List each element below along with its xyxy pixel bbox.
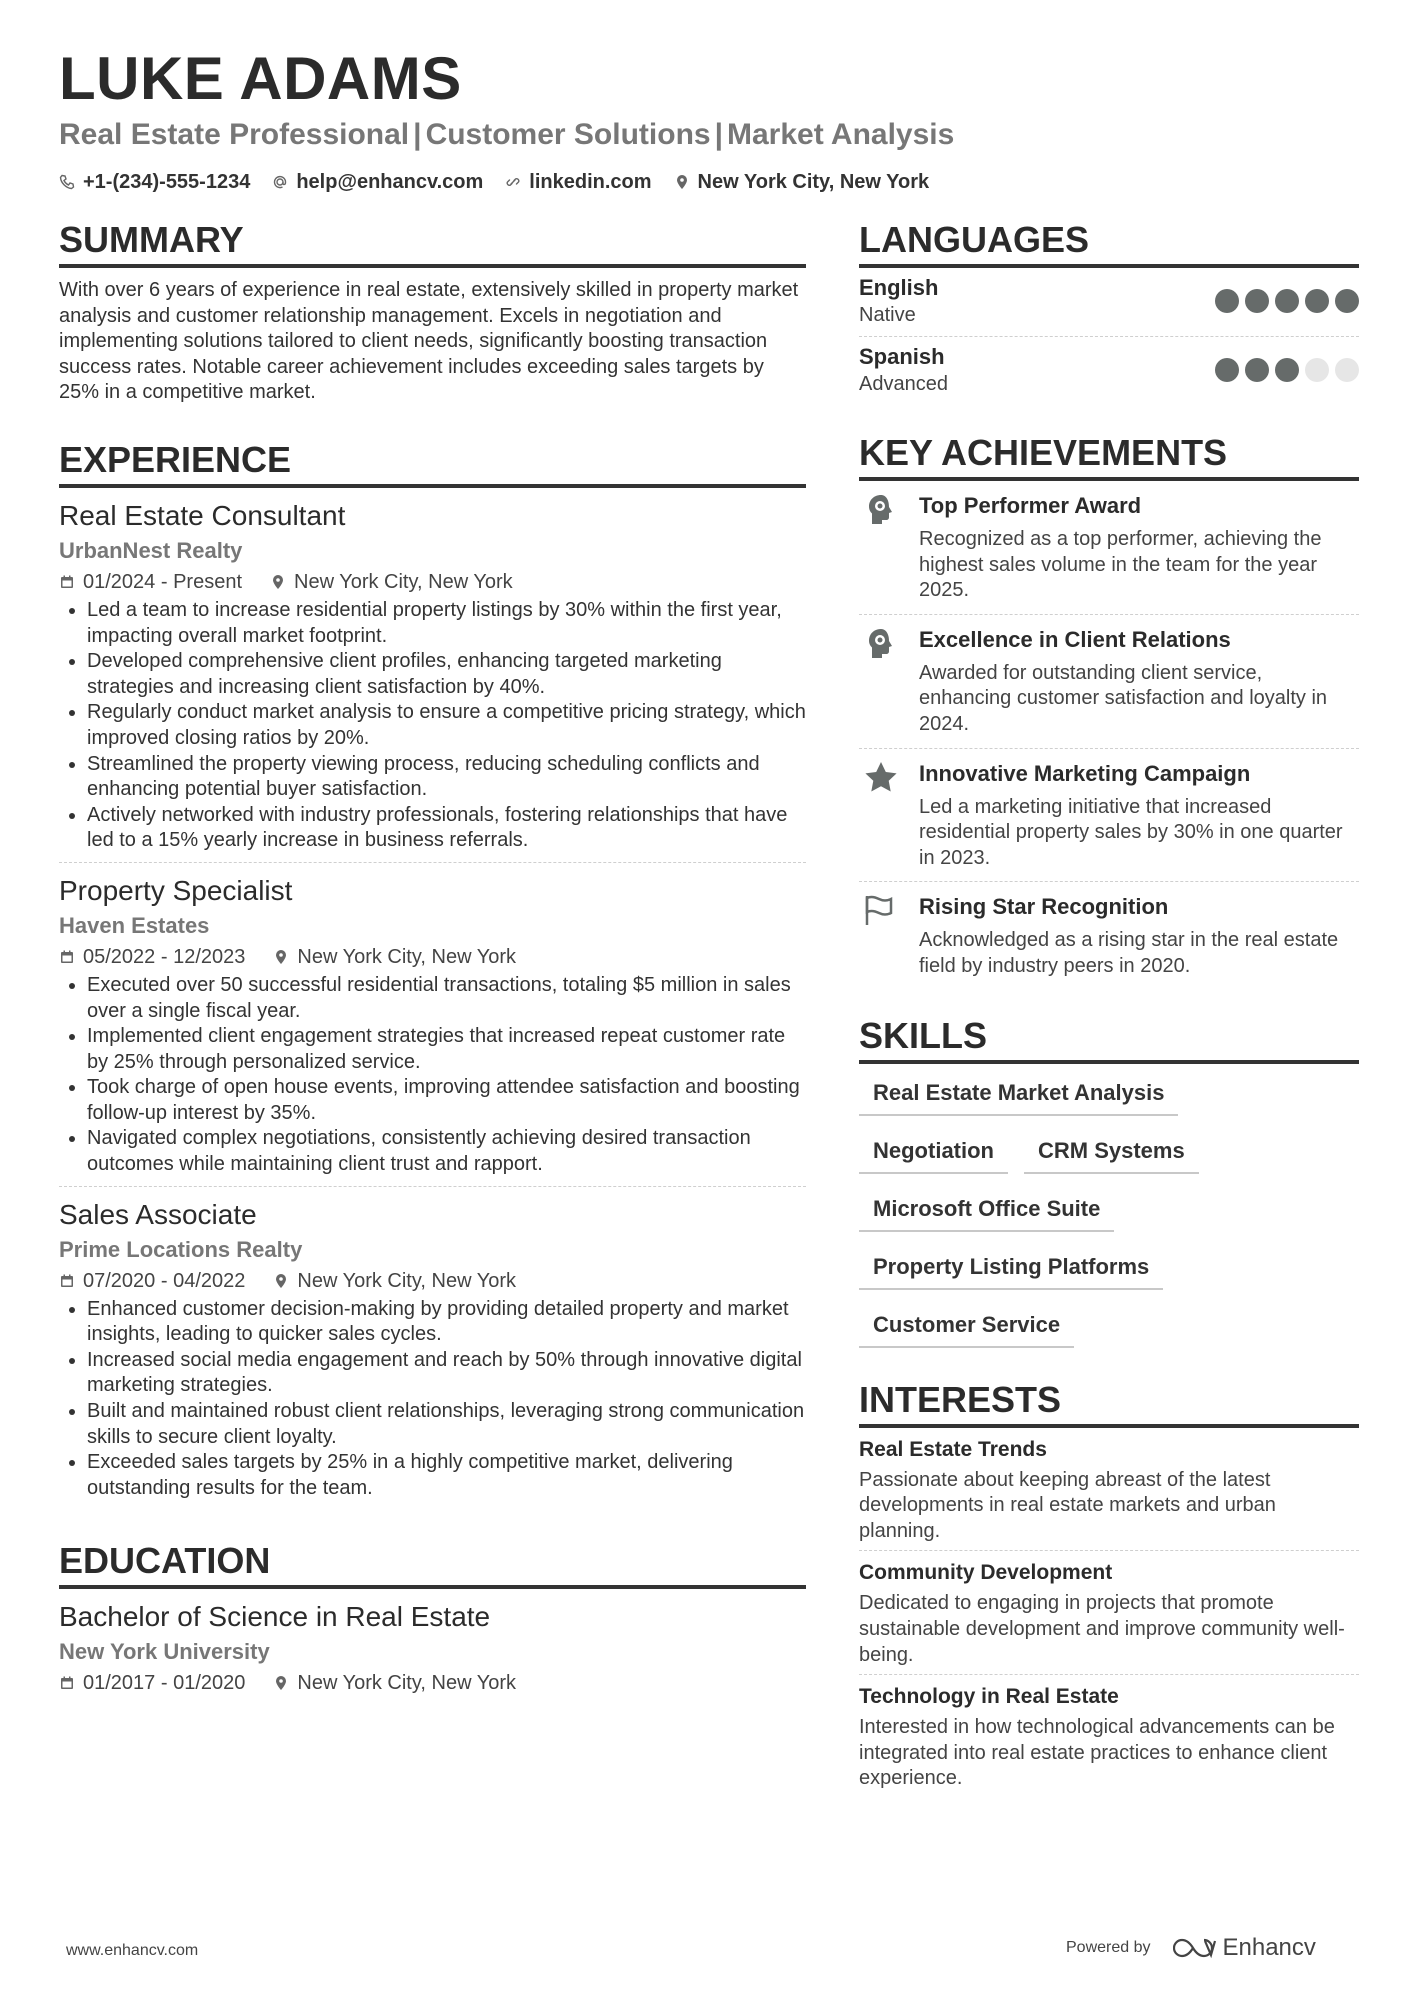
achievements-heading: KEY ACHIEVEMENTS — [859, 431, 1359, 481]
education-location: New York City, New York — [297, 1672, 516, 1695]
achievement-title: Innovative Marketing Campaign — [919, 760, 1251, 786]
achievement-title: Excellence in Client Relations — [919, 626, 1231, 652]
interest-item — [859, 1551, 1359, 1675]
rating-dot-filled — [1275, 358, 1299, 382]
tagline-separator: | — [714, 118, 723, 151]
bullet-item: • Navigated complex negotiations, consistently achieving desired transaction outcomes while maintaining client trust and rapport. — [87, 1126, 806, 1177]
skill-tag: Property Listing Platforms — [859, 1252, 1163, 1290]
job-location: New York City, New York — [294, 570, 513, 593]
location-pin-icon — [273, 1675, 289, 1691]
interest-title: Real Estate Trends — [859, 1437, 1047, 1461]
right-column — [859, 218, 1359, 1798]
bullet-item: • Built and maintained robust client relationships, leveraging strong communication skills to secure client loyalty. — [87, 1399, 806, 1450]
bullet-item: • Developed comprehensive client profiles, enhancing targeted marketing strategies and increasing client satisfaction by 40%. — [87, 649, 806, 700]
interest-desc: Dedicated to engaging in projects that promote sustainable development and improve community well-being. — [859, 1592, 1345, 1666]
tagline — [59, 115, 954, 155]
achievement-item — [859, 481, 1359, 615]
tagline-item: Real Estate Professional — [59, 118, 410, 151]
languages-heading: LANGUAGES — [859, 218, 1359, 268]
achievement-desc: Awarded for outstanding client service, enhancing customer satisfaction and loyalty in 2024. — [919, 661, 1328, 735]
bullet-item: • Increased social media engagement and reach by 50% through innovative digital marketing strategies. — [87, 1348, 806, 1399]
bullet-item: • Executed over 50 successful residential transactions, totaling $5 million in sales over a single fiscal year. — [87, 973, 806, 1024]
rating-dot-filled — [1215, 358, 1239, 382]
language-level: Advanced — [859, 373, 948, 395]
summary-section — [59, 218, 806, 406]
bullet-item: • Enhanced customer decision-making by providing detailed property and market insights, leading to quicker sales cycles. — [87, 1297, 806, 1348]
job-dates: 05/2022 - 12/2023 — [83, 945, 246, 968]
job-entry — [59, 863, 806, 1187]
education-meta — [59, 1669, 806, 1697]
job-entry — [59, 488, 806, 863]
education-entry — [59, 1589, 806, 1705]
left-column — [59, 218, 806, 1705]
job-meta — [59, 1267, 806, 1295]
interest-item — [859, 1428, 1359, 1552]
email-text: help@enhancv.com — [296, 171, 484, 193]
skill-tag: Real Estate Market Analysis — [859, 1078, 1178, 1116]
languages-section — [859, 218, 1359, 405]
job-bullets — [59, 598, 806, 854]
education-heading: EDUCATION — [59, 1539, 806, 1589]
location-pin-icon — [270, 574, 286, 590]
job-title: Sales Associate — [59, 1198, 257, 1230]
bullet-item: • Led a team to increase residential property listings by 30% within the first year, impacting overall market footprint. — [87, 598, 806, 649]
achievement-title: Rising Star Recognition — [919, 894, 1169, 920]
brand-name: Enhancv — [1222, 1934, 1316, 1961]
skills-heading: SKILLS — [859, 1014, 1359, 1064]
contact-email[interactable] — [272, 168, 483, 196]
rating-dot-empty — [1335, 358, 1359, 382]
job-dates: 01/2024 - Present — [83, 570, 242, 593]
achievement-item — [859, 882, 1359, 989]
degree-title: Bachelor of Science in Real Estate — [59, 1601, 491, 1633]
location-pin-icon — [273, 949, 289, 965]
location-text: New York City, New York — [697, 171, 930, 193]
rating-dot-filled — [1245, 289, 1269, 313]
head-icon — [865, 627, 897, 661]
flag-icon — [863, 894, 899, 926]
language-level: Native — [859, 304, 916, 326]
tagline-separator: | — [413, 118, 422, 151]
interests-heading: INTERESTS — [859, 1378, 1359, 1428]
rating-dot-filled — [1215, 289, 1239, 313]
powered-by-text: Powered by — [1066, 1939, 1151, 1956]
language-name: Spanish — [859, 344, 945, 369]
calendar-icon — [59, 949, 75, 965]
location-pin-icon — [674, 174, 690, 190]
job-meta — [59, 568, 806, 596]
bullet-item: • Actively networked with industry professionals, fostering relationships that have led to a 15% yearly increase in business referrals. — [87, 803, 806, 854]
interests-section — [859, 1378, 1359, 1798]
job-bullets — [59, 1297, 806, 1502]
language-item — [859, 337, 1359, 405]
skill-tag: Negotiation — [859, 1136, 1008, 1174]
brand-logo[interactable] — [1173, 1934, 1316, 1962]
phone-text: +1-(234)-555-1234 — [83, 171, 251, 193]
achievements-section — [859, 431, 1359, 990]
contact-phone[interactable] — [59, 168, 250, 196]
bullet-item: • Implemented client engagement strategies that increased repeat customer rate by 25% through personalized service. — [87, 1024, 806, 1075]
language-item — [859, 268, 1359, 337]
summary-text: With over 6 years of experience in real estate, extensively skilled in property market analysis and customer relationship management. Excels in negotiation and implementing solutions tailored to client needs, significantly boosting transaction success rates. Notable career achievement includes exceeding sales targets by 25% in a competitive market. — [59, 279, 799, 404]
job-title: Property Specialist — [59, 874, 293, 906]
company-name: Haven Estates — [59, 912, 210, 938]
rating-dot-filled — [1245, 358, 1269, 382]
skills-section — [859, 1014, 1359, 1348]
achievement-desc: Recognized as a top performer, achieving the highest sales volume in the team for the year 2025. — [919, 528, 1322, 602]
contact-location — [674, 168, 930, 196]
interest-item — [859, 1675, 1359, 1798]
company-name: Prime Locations Realty — [59, 1236, 303, 1262]
education-section — [59, 1539, 806, 1705]
education-dates: 01/2017 - 01/2020 — [83, 1672, 246, 1695]
interest-title: Technology in Real Estate — [859, 1685, 1119, 1709]
achievement-item — [859, 615, 1359, 749]
footer-website[interactable]: www.enhancv.com — [66, 1942, 199, 1959]
achievement-title: Top Performer Award — [919, 493, 1142, 518]
language-rating — [1215, 358, 1359, 382]
location-pin-icon — [273, 1273, 289, 1289]
tagline-item: Market Analysis — [726, 118, 955, 151]
enhancv-logo-icon — [1173, 1937, 1217, 1959]
achievement-item — [859, 749, 1359, 883]
job-dates: 07/2020 - 04/2022 — [83, 1269, 246, 1292]
skill-tag: Customer Service — [859, 1310, 1074, 1348]
calendar-icon — [59, 1273, 75, 1289]
at-icon — [272, 174, 288, 190]
bullet-item: • Streamlined the property viewing process, reducing scheduling conflicts and enhancing potential buyer satisfaction. — [87, 752, 806, 803]
experience-heading: EXPERIENCE — [59, 438, 806, 488]
contact-linkedin[interactable] — [505, 168, 651, 196]
star-icon — [864, 761, 898, 793]
skills-list — [859, 1078, 1359, 1348]
experience-section — [59, 438, 806, 1509]
job-location: New York City, New York — [297, 945, 516, 968]
linkedin-text: linkedin.com — [529, 171, 652, 193]
head-icon — [865, 493, 897, 527]
skill-tag: Microsoft Office Suite — [859, 1194, 1114, 1232]
calendar-icon — [59, 1675, 75, 1691]
job-title: Real Estate Consultant — [59, 499, 346, 531]
tagline-item: Customer Solutions — [425, 118, 711, 151]
language-name: English — [859, 275, 939, 300]
school-name: New York University — [59, 1639, 270, 1665]
achievement-desc: Acknowledged as a rising star in the real estate field by industry peers in 2020. — [919, 929, 1339, 977]
rating-dot-filled — [1335, 289, 1359, 313]
bullet-item: • Took charge of open house events, improving attendee satisfaction and boosting follow-up interest by 35%. — [87, 1075, 806, 1126]
summary-heading: SUMMARY — [59, 218, 806, 268]
rating-dot-filled — [1305, 289, 1329, 313]
interest-title: Community Development — [859, 1561, 1113, 1585]
skill-tag: CRM Systems — [1024, 1136, 1199, 1174]
bullet-item: • Regularly conduct market analysis to ensure a competitive pricing strategy, which improved closing ratios by 20%. — [87, 700, 806, 751]
job-bullets — [59, 973, 806, 1178]
link-icon — [505, 174, 521, 190]
job-entry — [59, 1187, 806, 1510]
calendar-icon — [59, 574, 75, 590]
interest-desc: Interested in how technological advancements can be integrated into real estate practices to enhance client experience. — [859, 1716, 1335, 1790]
phone-icon — [59, 174, 75, 190]
contact-bar — [59, 168, 929, 196]
rating-dot-empty — [1305, 358, 1329, 382]
language-rating — [1215, 289, 1359, 313]
footer-branding — [1066, 1934, 1316, 1962]
rating-dot-filled — [1275, 289, 1299, 313]
job-meta — [59, 943, 806, 971]
achievement-desc: Led a marketing initiative that increased residential property sales by 30% in one quarter in 2023. — [919, 795, 1343, 869]
bullet-item: • Exceeded sales targets by 25% in a highly competitive market, delivering outstanding results for the team. — [87, 1450, 806, 1501]
company-name: UrbanNest Realty — [59, 537, 243, 563]
job-location: New York City, New York — [297, 1269, 516, 1292]
candidate-name: LUKE ADAMS — [59, 45, 462, 112]
interest-desc: Passionate about keeping abreast of the latest developments in real estate markets and urban planning. — [859, 1468, 1276, 1542]
